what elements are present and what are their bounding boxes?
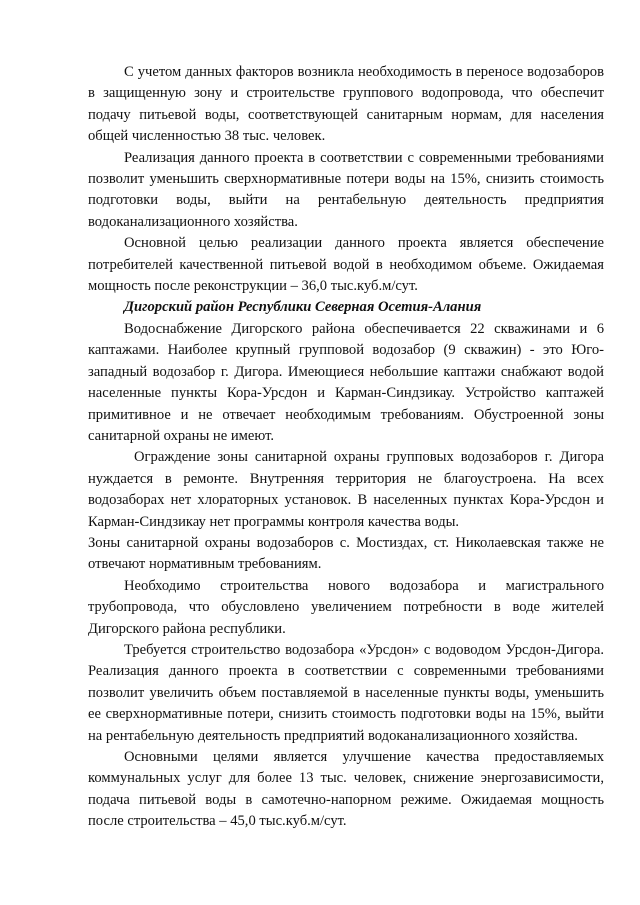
- paragraph-project-implementation: Реализация данного проекта в соответствии с современными требованиями позволит уменьшить сверхнормативные потери воды на 15%, снизить стоимость подготовки воды, выйти на рентабельную деятельность предприятия водоканализационного хозяйства.: [88, 149, 604, 230]
- paragraph-main-objectives: Основными целями является улучшение качества предоставляемых коммунальных услуг для более 13 тыс. человек, снижение энергозависимости, подача питьевой воды в самотечно-напорном режиме. Ожидаемая мощность после строительства – 45,0 тыс.куб.м/сут.: [88, 749, 604, 830]
- paragraph-fencing-repair: Ограждение зоны санитарной охраны групповых водозаборов г. Дигора нуждается в ремонте. Внутренняя территория не благоустроена. На всех водозаборах нет хлораторных установок. В населенных пунктах Кора-Урсдон и Карман-Синдзикау нет программы контроля качества воды.: [88, 449, 604, 530]
- paragraph-ursdon-intake: Требуется строительство водозабора «Урсдон» с водоводом Урсдон-Дигора. Реализация данного проекта в соответствии с современными требованиями позволит увеличить объем поставляемой в населенные пункты воды, уменьшить ее сверхнормативные потери, снизить стоимость подготовки воды на 15%, выйти на рентабельную деятельность предприятий водоканализационного хозяйства.: [88, 641, 604, 744]
- paragraph-main-goal: Основной целью реализации данного проекта является обеспечение потребителей качественной питьевой водой в необходимом объеме. Ожидаемая мощность после реконструкции – 36,0 тыс.куб.м/сут.: [88, 235, 604, 295]
- paragraph-sanitary-zones: Зоны санитарной охраны водозаборов с. Мостиздах, ст. Николаевская также не отвечают нормативным требованиям.: [88, 534, 604, 573]
- document-page: [88, 62, 604, 833]
- paragraph-water-supply: Водоснабжение Дигорского района обеспечивается 22 скважинами и 6 каптажами. Наиболее крупный групповой водозабор (9 скважин) - это Юго-западный водозабор г. Дигора. Имеющиеся небольшие каптажи снабжают водой населенные пункты Кора-Урсдон и Карман-Синдзикау. Устройство каптажей примитивное и не отвечает необходимым требованиям. Обустроенной зоны санитарной охраны не имеют.: [88, 320, 604, 444]
- paragraph-relocation-need: С учетом данных факторов возникла необходимость в переносе водозаборов в защищенную зону и строительстве группового водопровода, что обеспечит подачу питьевой воды, соответствующей санитарным нормам, для населения общей численностью 38 тыс. человек.: [88, 64, 604, 145]
- section-heading-digorsky: Дигорский район Республики Северная Осетия-Алания: [124, 299, 482, 316]
- paragraph-new-intake-need: Необходимо строительства нового водозабора и магистрального трубопровода, что обусловлено увеличением потребности в воде жителей Дигорского района республики.: [88, 577, 604, 637]
